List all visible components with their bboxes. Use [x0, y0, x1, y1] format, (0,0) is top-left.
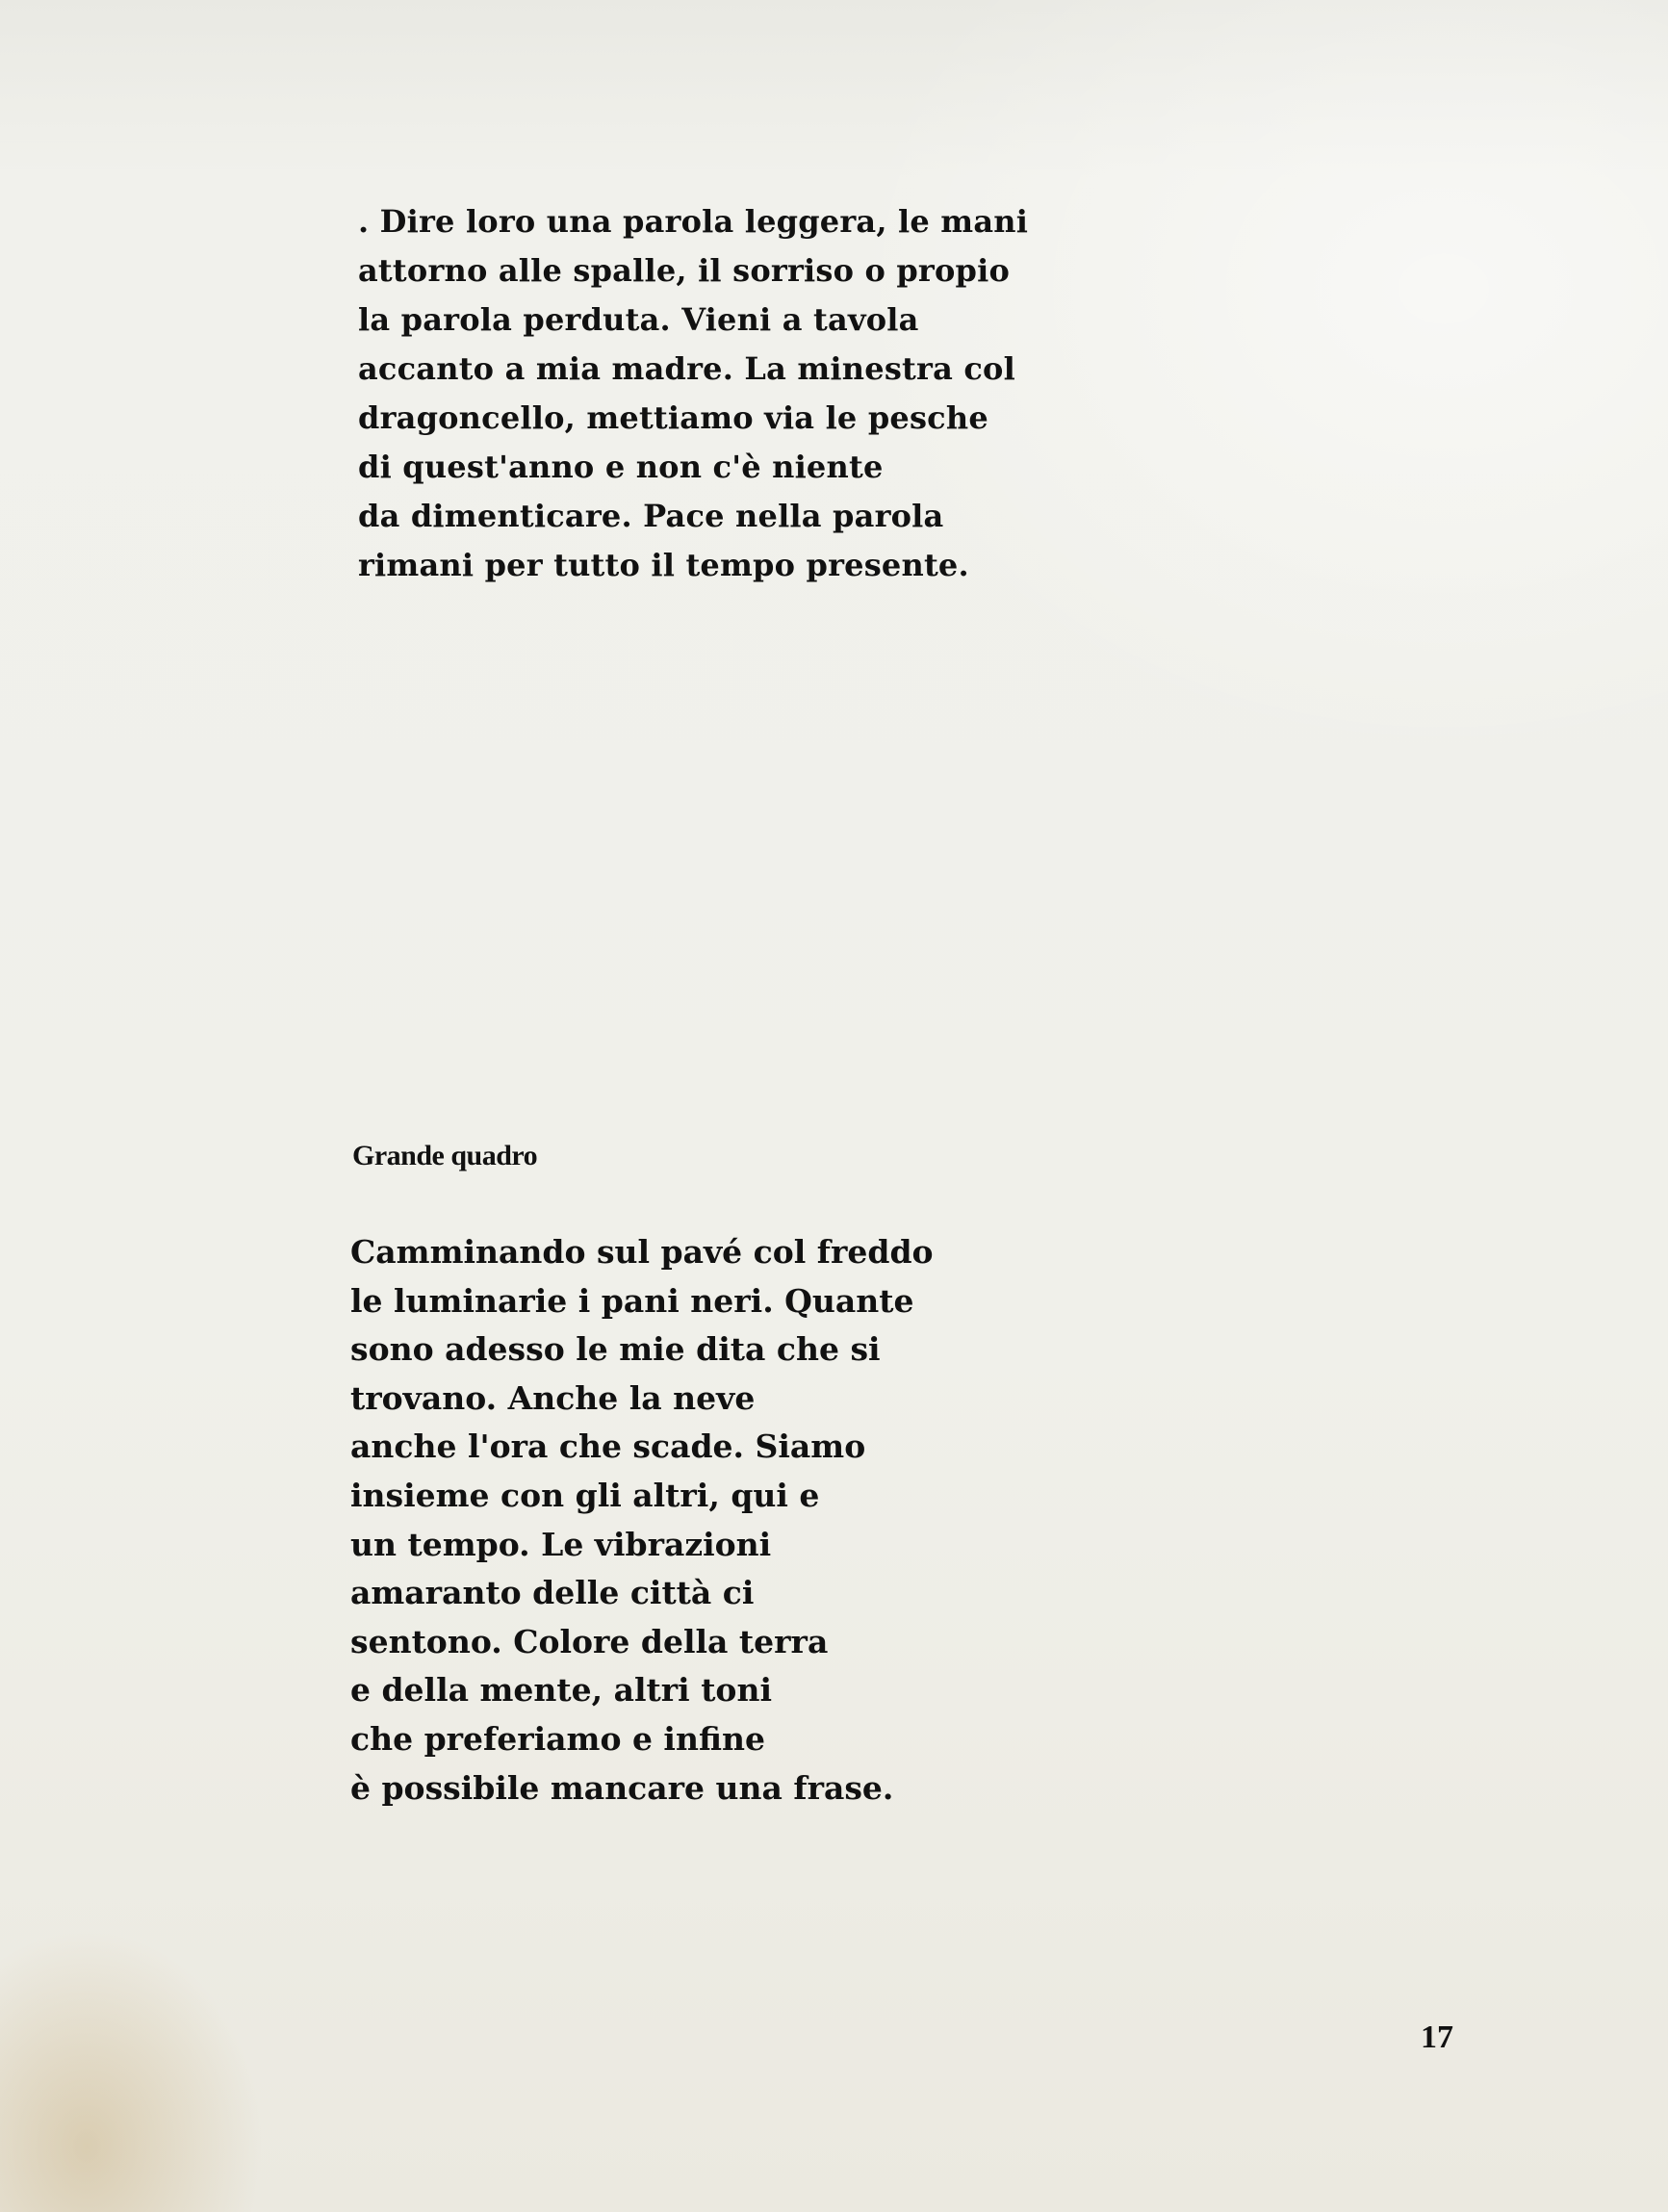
poem-line: un tempo. Le vibrazioni [350, 1525, 772, 1563]
poem-line: trovano. Anche la neve [350, 1378, 756, 1417]
poem-line: amaranto delle città ci [350, 1574, 755, 1612]
poem-title: Grande quadro [352, 1140, 538, 1171]
poem-line: e della mente, altri toni [350, 1671, 772, 1710]
poem-line: attorno alle spalle, il sorriso o propio [358, 252, 1010, 289]
poem-grande-quadro [350, 1228, 934, 1813]
poem-line: da dimenticare. Pace nella parola [358, 498, 944, 534]
poem-line: anche l'ora che scade. Siamo [350, 1428, 866, 1466]
poem-line: Camminando sul pavé col freddo [350, 1233, 934, 1271]
poem-line: insieme con gli altri, qui e [350, 1476, 820, 1514]
poem-line: . Dire loro una parola leggera, le mani [358, 203, 1029, 240]
poem-line: dragoncello, mettiamo via le pesche [358, 399, 988, 436]
poem-line: le luminarie i pani neri. Quante [350, 1281, 914, 1320]
page-number: 17 [1421, 2019, 1453, 2055]
poem-line: che preferiamo e infine [350, 1719, 765, 1758]
poem-line: sono adesso le mie dita che si [350, 1330, 881, 1369]
poem-line: sentono. Colore della terra [350, 1622, 829, 1660]
poem-line: è possibile mancare una frase. [350, 1768, 894, 1807]
poem-continuation [358, 197, 1028, 590]
poem-line: la parola perduta. Vieni a tavola [358, 301, 919, 338]
poem-line: accanto a mia madre. La minestra col [358, 350, 1015, 387]
poem-line: rimani per tutto il tempo presente. [358, 547, 969, 583]
poem-line: di quest'anno e non c'è niente [358, 449, 884, 485]
